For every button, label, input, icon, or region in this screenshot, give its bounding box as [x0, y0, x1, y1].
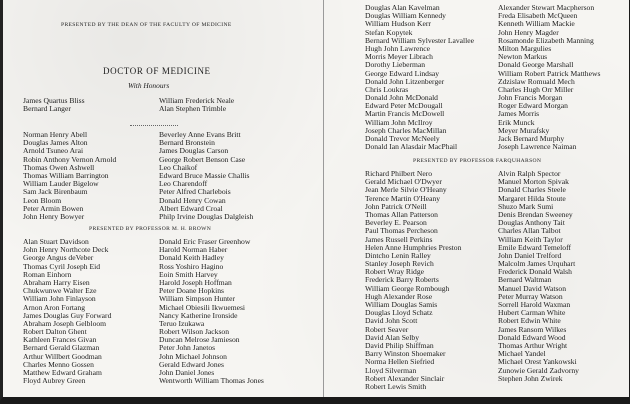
graduate-name: Zdzislaw Romuald Mech [498, 76, 575, 86]
graduate-name: Robert Seaver [365, 324, 409, 334]
graduate-name: Dintcho Lenin Ralley [365, 250, 431, 260]
graduate-name: Erik Munck [498, 117, 535, 127]
graduate-name: John Henry Northcote Deck [23, 245, 109, 255]
degree-title: DOCTOR OF MEDICINE [103, 66, 211, 76]
graduate-name: Peter John Janetos [159, 343, 216, 353]
graduate-name: Robert Alexander Sinclair [365, 373, 445, 383]
graduate-name: Donald Keith Hadley [159, 253, 224, 263]
graduate-name: Donald Henry Cowan [159, 195, 226, 205]
graduate-name: Alan Stuart Davidson [23, 237, 89, 246]
graduate-name: Jean Merle Silvie O'Heany [365, 185, 447, 195]
graduate-name: Robin Anthony Vernon Arnold [23, 154, 117, 164]
graduate-name: Manuel David Watson [498, 283, 567, 293]
graduate-name: Donald John Litzenberger [365, 76, 445, 86]
farquharson-list-col-1 [365, 170, 461, 391]
graduate-name: Arthur Willbert Goodman [23, 351, 102, 361]
graduate-name: Leo Charendoff [159, 179, 208, 189]
graduate-name: William Hudson Kerr [365, 19, 431, 29]
graduate-name: Robert Wray Ridge [365, 267, 425, 277]
graduate-name: Norma Hellen Siefried [365, 357, 435, 367]
graduate-name: James Ransom Wilkes [498, 324, 567, 334]
graduate-name: Teruo Izukawa [159, 318, 205, 328]
graduate-name: Donald Eric Fraser Greenhow [159, 237, 251, 246]
graduate-name: Bernard Bronstein [159, 138, 215, 148]
graduate-name: Helen Anne Humphries Preston [365, 242, 462, 252]
graduate-name: Robert Edwin White [498, 316, 561, 326]
graduate-name: Norman Henry Abell [23, 130, 88, 139]
graduate-name: Gerald Michael O'Dwyer [365, 177, 442, 187]
graduate-name: John Patrick O'Neill [365, 201, 427, 211]
graduate-name: Peter Armin Bowen [23, 203, 84, 213]
graduate-name: Peter Alfred Charlebois [159, 187, 231, 197]
graduate-name: Edward Peter McDougall [365, 101, 443, 111]
graduate-name: Thomas Arthur Wright [498, 340, 568, 350]
graduate-name: Martin Francis McDowell [365, 109, 445, 119]
graduate-name: James Morris [498, 109, 540, 119]
graduate-name: Donald George Marshall [498, 60, 574, 70]
graduate-name: Morris Meyer Librach [365, 52, 433, 62]
graduate-name: Nancy Katherine Ironside [159, 310, 238, 320]
graduate-name: Bernard Waltman [498, 275, 552, 285]
graduate-name: John Daniel Trelford [498, 250, 562, 260]
honours-col-1 [23, 97, 85, 113]
graduate-name: Matthew Edward Graham [23, 368, 102, 377]
graduate-name: Donald Ian Alasdair MacPhail [365, 142, 458, 152]
graduate-name: Thomas Allan Patterson [365, 209, 438, 219]
graduate-name: Harold Joseph Hoffman [159, 277, 232, 287]
graduate-name: Thomas Owen Ashwell [23, 162, 95, 172]
graduate-name: John Francis Morgan [498, 93, 563, 103]
graduate-name: Chukwunwe Walter Eze [23, 286, 97, 296]
brown-list-col-1 [23, 238, 111, 385]
graduate-name: David John Scott [365, 316, 418, 326]
graduate-name: Manuel Morton Spivak [498, 177, 569, 187]
continued-list-col-1 [365, 4, 474, 151]
graduate-name: Emile Edward Temeloff [498, 242, 571, 252]
graduate-name: Duncan Melrose Jamieson [159, 335, 240, 345]
graduate-name: Barry Winston Shoemaker [365, 349, 446, 359]
graduate-name: Shuzo Mark Sumi [498, 201, 554, 211]
graduate-name: Abraham Joseph Gelbloom [23, 318, 107, 328]
graduate-name: Alexander Stewart Macpherson [498, 3, 595, 12]
graduate-name: George Robert Benson Case [159, 154, 246, 164]
graduate-name: Zunowie Gerald Zadvorny [498, 365, 579, 375]
graduate-name: Meyer Murafsky [498, 125, 550, 135]
graduate-name: Robert Dalton Ghent [23, 327, 87, 337]
right-page [325, 0, 629, 397]
graduate-name: John Henry Bowyer [23, 211, 85, 221]
graduate-name: James Quartus Bliss [23, 96, 85, 105]
graduate-name: Terence Martin O'Heany [365, 193, 441, 203]
graduate-name: Donald Trevor McNeely [365, 134, 440, 143]
graduate-name: Douglas Anthony Tait [498, 218, 565, 228]
brown-heading: PRESENTED BY PROFESSOR M. H. BROWN [89, 226, 212, 232]
graduate-name: Charles Menno Gossen [23, 359, 94, 369]
graduate-name: Douglas Alan Kavelman [365, 3, 440, 12]
dean-list-col-1 [23, 131, 116, 221]
graduate-name: Leo Chaikof [159, 162, 198, 172]
graduate-name: Chris Loukras [365, 84, 409, 94]
graduate-name: William Douglas Samis [365, 300, 438, 309]
honours-heading: With Honours [128, 81, 170, 90]
graduate-name: William Keith Taylor [498, 234, 563, 244]
graduate-name: James Douglas Carson [159, 146, 229, 156]
graduate-name: William John Finlayson [23, 294, 96, 304]
section-divider [130, 125, 178, 127]
graduate-name: Robert Lewis Smith [365, 381, 427, 391]
graduate-name: William Simpson Hunter [159, 294, 236, 304]
graduate-name: Donald Charles Steele [498, 185, 566, 195]
graduate-name: George Angus deVeber [23, 253, 94, 263]
graduate-name: Frederick Donald Walsh [498, 267, 572, 277]
graduate-name: Paul Thomas Percheson [365, 226, 438, 236]
graduate-name: John Henry Magder [498, 27, 559, 37]
graduate-name: Sam Jack Birenbaum [23, 187, 88, 197]
graduate-name: Arnold Tsuneo Arai [23, 146, 84, 156]
graduate-name: William Frederick Neale [159, 96, 235, 105]
graduate-name: Hugh John Lawrence [365, 43, 430, 53]
graduate-name: Alan Stephen Trimble [159, 104, 227, 114]
graduate-name: Hubert Carman White [498, 308, 566, 318]
graduate-name: Michael Yandel [498, 349, 546, 359]
graduate-name: Hugh Alexander Rose [365, 291, 433, 301]
graduate-name: James Douglas Guy Forward [23, 310, 112, 320]
graduate-name: Jack Bernard Murphy [498, 134, 565, 143]
graduate-name: Charles Allan Talbot [498, 226, 561, 236]
graduate-name: Rosamonde Elizabeth Manning [498, 35, 594, 45]
graduate-name: Harold Norman Haber [159, 245, 228, 255]
graduate-name: Michael Orest Yankowski [498, 357, 577, 367]
graduate-name: Joseph Charles MacMillan [365, 125, 447, 135]
farquharson-heading: PRESENTED BY PROFESSOR FARQUHARSON [413, 158, 542, 164]
graduate-name: Bernard William Sylvester Lavallee [365, 35, 474, 45]
graduate-name: Leon Bloom [23, 195, 62, 205]
graduate-name: Robert Wilson Jackson [159, 327, 230, 337]
dean-list-col-2 [159, 131, 253, 221]
graduate-name: Donald Edward Wood [498, 332, 566, 342]
graduate-name: Thomas Cyril Joseph Eid [23, 261, 100, 271]
graduate-name: Bernard Langer [23, 104, 71, 114]
graduate-name: Dorothy Lieberman [365, 60, 426, 70]
graduate-name: Lloyd Silverman [365, 365, 417, 375]
graduate-name: Michael Obiesili Ikwuemesi [159, 302, 246, 312]
graduate-name: William Lauder Bigelow [23, 179, 99, 189]
graduate-name: Denis Brendan Sweeney [498, 209, 573, 219]
graduate-name: Newton Markus [498, 52, 548, 62]
graduate-name: Donald John McDonald [365, 93, 438, 103]
graduate-name: Kathleen Frances Givan [23, 335, 97, 345]
graduate-name: Stanley Joseph Revich [365, 259, 434, 269]
graduate-name: Freda Elisabeth McQueen [498, 11, 578, 21]
graduate-name: Arnon Aron Fortang [23, 302, 86, 312]
graduate-name: John Daniel Jones [159, 368, 215, 377]
graduate-name: Thomas William Barrington [23, 170, 109, 180]
graduate-name: Peter Doane Hopkins [159, 286, 224, 296]
graduate-name: Margaret Hilda Stoute [498, 193, 566, 203]
graduate-name: William John McIlroy [365, 117, 433, 127]
graduate-name: Charles Hugh Orr Miller [498, 84, 574, 94]
graduate-name: Beverley Anne Evans Britt [159, 130, 241, 139]
graduate-name: Joseph Lawrence Naiman [498, 142, 577, 152]
graduate-name: James Russell Perkins [365, 234, 433, 244]
graduate-name: Gerald Edward Jones [159, 359, 224, 369]
graduate-name: Frederick Barry Roberts [365, 275, 439, 285]
graduate-name: Albert Edward Croal [159, 203, 223, 213]
honours-col-2 [159, 97, 234, 113]
graduate-name: William George Rombough [365, 283, 450, 293]
graduate-name: William Robert Patrick Matthews [498, 68, 601, 78]
graduate-name: Abraham Harry Eisen [23, 277, 90, 287]
farquharson-list-col-2 [498, 170, 579, 383]
graduate-name: Alvin Ralph Spector [498, 169, 561, 178]
graduate-name: Milton Margulies [498, 43, 552, 53]
continued-list-col-2 [498, 4, 600, 151]
graduate-name: Malcolm James Urquhart [498, 259, 576, 269]
graduate-name: Beverley E. Pearson [365, 218, 427, 228]
graduate-name: Floyd Aubrey Green [23, 376, 86, 386]
graduate-name: Edward Bruce Massie Challis [159, 170, 250, 180]
brown-list-col-2 [159, 238, 264, 385]
graduate-name: Stephen John Zwirek [498, 373, 563, 383]
graduate-name: Stefan Kopytek [365, 27, 413, 37]
graduate-name: Philp Irvine Douglas Dalgleish [159, 211, 254, 221]
graduate-name: George Edward Lindsay [365, 68, 440, 78]
graduate-name: John Michael Johnson [159, 351, 227, 361]
graduate-name: Sorrell Harold Waxman [498, 300, 571, 309]
graduate-name: Douglas James Alton [23, 138, 88, 148]
dean-heading: PRESENTED BY THE DEAN OF THE FACULTY OF MEDICINE [61, 22, 232, 28]
graduate-name: Bernard Gerald Glazman [23, 343, 100, 353]
graduate-name: Wentworth William Thomas Jones [159, 376, 264, 386]
graduate-name: Ross Yoshiro Hagino [159, 261, 224, 271]
graduate-name: Peter Murray Watson [498, 291, 563, 301]
graduate-name: Roger Edward Morgan [498, 101, 568, 111]
graduate-name: Douglas William Kennedy [365, 11, 446, 21]
graduate-name: Eoin Smith Harvey [159, 269, 218, 279]
graduate-name: Richard Philbert Nero [365, 169, 433, 178]
graduate-name: Roman Einhorn [23, 269, 72, 279]
page-gutter [323, 0, 324, 397]
left-page [3, 0, 321, 397]
graduate-name: David Philip Shiffman [365, 340, 434, 350]
graduate-name: Kenneth William Mackie [498, 19, 575, 29]
graduate-name: Douglas Lloyd Schatz [365, 308, 433, 318]
graduate-name: David Alan Selby [365, 332, 419, 342]
